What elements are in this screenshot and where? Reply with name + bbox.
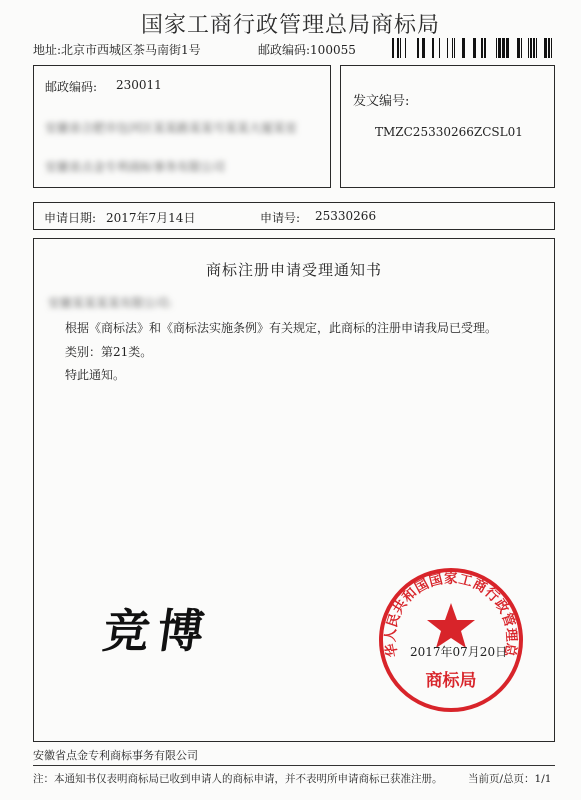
doc-number-box (340, 65, 555, 188)
footer-divider (33, 765, 555, 766)
signature: 竞博 (99, 604, 216, 658)
seal-arc-text: 中华人民共和国国家工商行政管理总局 (369, 553, 520, 659)
application-date: 2017年7月14日 (106, 211, 196, 225)
recipient-postcode: 230011 (116, 78, 162, 92)
notice-addressee: 安徽某某某某有限公司: (48, 296, 173, 310)
recipient-box (33, 65, 331, 188)
seal-date: 2017年07月20日 (410, 645, 508, 659)
footer-note: 注：本通知书仅表明商标局已收到申请人的商标申请，并不表明所申请商标已获准注册。 (33, 773, 443, 785)
application-info-box (33, 202, 555, 230)
official-seal (369, 553, 526, 715)
seal-bottom-text: 商标局 (425, 671, 477, 691)
application-date-label: 申请日期: (44, 211, 97, 225)
notice-box (33, 238, 555, 742)
seal-star-icon (427, 603, 475, 648)
page-title: 国家工商行政管理总局商标局 (140, 13, 440, 38)
footer-agency: 安徽省点金专利商标事务有限公司 (33, 749, 198, 762)
doc-number-label: 发文编号: (353, 94, 410, 109)
office-postcode: 邮政编码:100055 (258, 43, 356, 57)
application-number-label: 申请号: (260, 211, 301, 225)
notice-title: 商标注册申请受理通知书 (205, 261, 382, 279)
application-number: 25330266 (315, 209, 377, 223)
notice-paragraph: 根据《商标法》和《商标法实施条例》有关规定，此商标的注册申请我局已受理。 (65, 321, 498, 335)
recipient-address-line2: 安徽省点金专利商标事务有限公司 (45, 160, 226, 174)
recipient-address-line1: 安徽省合肥市包河区某某路某某号某某大厦某室 (45, 121, 298, 135)
barcode (392, 36, 557, 60)
doc-number-value: TMZC25330266ZCSL01 (375, 125, 523, 139)
recipient-postcode-label: 邮政编码: (45, 80, 98, 94)
notice-class: 类别：第21类。 (65, 345, 153, 359)
office-address: 地址:北京市西城区茶马南街1号 (33, 43, 201, 57)
footer-page-number: 当前页/总页：1/1 (468, 773, 552, 785)
notice-closing: 特此通知。 (65, 368, 126, 382)
